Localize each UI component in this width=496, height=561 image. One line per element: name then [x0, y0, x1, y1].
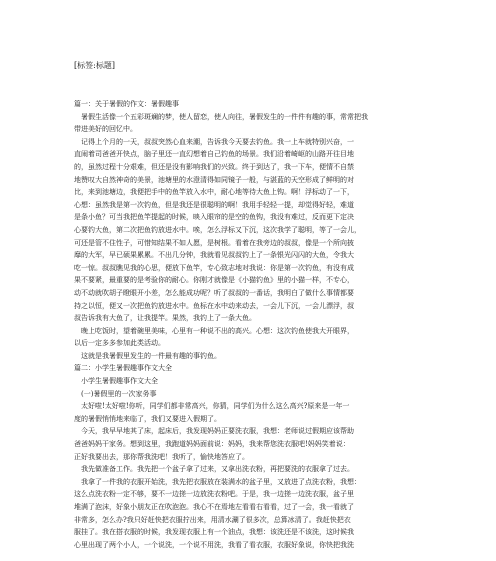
text-line: 记得上个月的一天，叔叔突然心血来潮，告诉我今天要去钓鱼。我一上车就特别兴奋，一 [81, 137, 354, 146]
text-line: 小学生暑假趣事作文大全 [81, 377, 158, 386]
text-line: 暑假生活像一个五彩斑斓的梦，使人留恋，使人向往，暑假发生的一件件有趣的事，常常把我 [81, 112, 368, 121]
body-text [74, 98, 427, 551]
text-line: 动不动就吹胡子瞪眼开小差，怎么能成功呢？听了叔叔的一番话，我明白了做什么事情都要 [74, 288, 354, 297]
text-line: 吃一惊。叔叔瞧见我的心思，便放下鱼竿，专心致志地对我说：你是第一次钓鱼，有没有成 [74, 263, 354, 272]
text-line: 服挂了。我在搭衣服的时候，我发现衣服上有一个油点，我想：该洗还是不该洗，这时候我 [74, 528, 354, 537]
text-line: 直闹着司爸爸开快点，脑子里还一直幻想着自己钓鱼的场景。我们沿着崎岖的山路开往目地 [74, 150, 354, 159]
text-line: 比，来到池塘边，我便把手中的鱼竿放入水中，耐心地等待大鱼上钩。啊！浮标动了一下， [74, 188, 354, 197]
text-line: 带进美好的回忆中。 [74, 125, 137, 134]
text-line: 果不要紧，最重要的是考验你的耐心。你刚才就像是《小猫钓鱼》里的小猫一样，不专心， [74, 276, 354, 285]
text-line: (一)暑假里的一次家务事 [81, 389, 157, 398]
text-line: 晚上吃饭时，望着碗里美味，心里有一种说不出的高兴。心想：这次钓鱼使我大开眼界， [81, 326, 354, 335]
text-line: 叔告诉我有大鱼了，让我提竿。果然，我钓上了一条大鱼。 [74, 314, 256, 323]
text-line: 篇一：关于暑假的作文：暑假趣事 [74, 100, 179, 108]
text-line: 非常多，怎么办?我只好赶快把衣服拧出来，用清水涮了很多次，总算冰清了。我赶快把衣 [74, 515, 351, 524]
text-line: 以后一定多多参加此类活动。 [74, 339, 165, 348]
text-line: 这就是我暑假里发生的一件最有趣的事钓鱼。 [81, 351, 221, 360]
text-line: 太好啦!太好啦!你听，同学们都非常高兴，你猜，同学们为什么这么高兴?原来是一年一 [81, 402, 350, 411]
text-line: 心想：虽然我是第一次钓鱼，但是我还是很聪明的啊！我用手轻轻一提，却觉得好轻，难道 [74, 200, 354, 209]
text-line: 我先做准备工作。我先把一个盆子拿了过来，又拿出洗衣粉，再把要洗的衣服拿了过去。 [81, 465, 354, 474]
text-line: 篇二：小学生暑假趣事作文大全 [74, 364, 172, 373]
text-line: 今天，我早早地其了床，起床后，我发现妈妈正要洗衣服，我想：老师说过假期应该帮助 [81, 427, 354, 436]
text-line: 可还是管不住性子，可惜知结果不如人愿，是树根。看着在我旁边的叔叔，像是一个所向披 [74, 238, 354, 247]
text-line: 心里出现了两个小人，一个说洗，一个说不用洗，我看了看衣服，衣服好象说，你快把我洗 [74, 540, 354, 549]
title-tag: [标签:标题] [74, 61, 115, 70]
text-line: 度的暑假悄悄地来临了，我们又要进入假期了。 [74, 414, 221, 423]
text-line: 正好我要出去，那你帮我洗吧！我听了，愉快地答应了。 [74, 452, 249, 461]
text-line: 这么点洗衣粉一定不够，要不一边搓一边放洗衣粉吧。于是，我一边搓一边洗衣服，盆子里 [74, 490, 354, 499]
text-line: 地赞叹大自然神奇的美景，池塘里的水澄清得如同镜子一般，与湛蓝的天空形成了鲜明的对 [74, 175, 354, 184]
text-line: 堆满了泡沫，好象小朋友正在吹泡泡。我心不在焉地左看看右看看，过了一会，我一看就了 [74, 503, 354, 511]
text-line: 是条小鱼？可当我把鱼竿提起的时候，映入眼帘的是空的鱼钩，我没有难过，反而更下定决 [74, 213, 354, 222]
text-line: 持之以恒，便又一次把鱼钓放进水中。鱼标在水中动来动去，一会儿下沉，一会儿漂浮，叔 [74, 301, 354, 310]
text-line: 靡的大军，早已硕果累累。不出几分钟，我就看见叔叔钓上了一条银光闪闪的大鱼，令我大 [74, 251, 354, 260]
text-line: 爸爸妈妈干家务。想到这里，我跑道妈妈面前说：妈妈，我来帮您洗衣服吧!妈妈笑着说： [74, 440, 350, 449]
text-line: 心要钓大鱼，第二次把鱼钓放进水中。唉，怎么浮标又下沉，这次我学了聪明，等了一会儿， [74, 225, 361, 234]
text-line: 我拿了一件我的衣服开始洗，我先把衣服放在装满水的盆子里，又放进了点洗衣粉，我想： [81, 477, 361, 486]
text-line: 的，虽然过程十分艰难，但还是没有影响我们的兴致。终于到达了，我一下车，便情不自禁 [74, 162, 354, 171]
